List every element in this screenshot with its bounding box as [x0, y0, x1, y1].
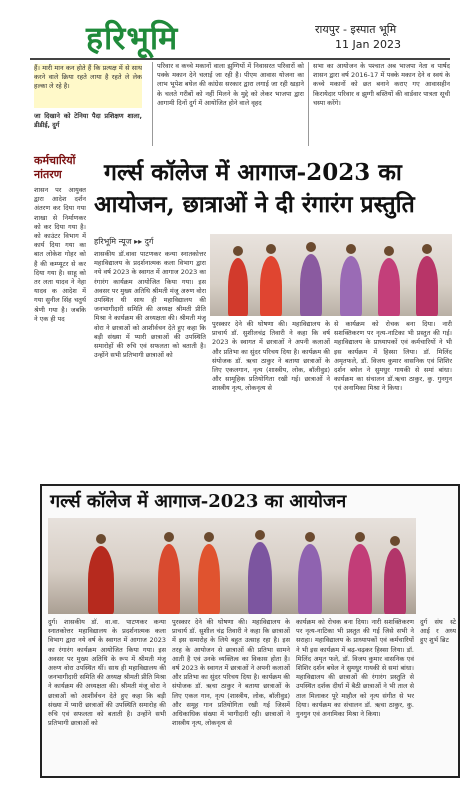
- article2-edge-column: दुर्ग संघ स्टे आई र अध्य हुए शुर्भ ब्रिट: [420, 618, 456, 645]
- edition-city: रायपुर - इस्पात भूमि: [315, 23, 397, 36]
- side-article-text: शासन पर आयुक्त द्वारा आदेश दर्शन अंतरण कर दिया गया शाखा से निर्माणकर को कर दिया गया है। को काउंटर विभाग में कार्य दिया गया का बात लोकेश गोहर को है की कम्प्यूटर से कर दिया गया है। साहू को तर लता यादव ने नेहा यादव क आदेश में गया सुनील सिंह चतुर्थ श्रेणी गया है। जबकि ने एक ही पद: [34, 186, 86, 323]
- article2-column-1: दुर्ग। शासकीय डॉ. वा.वा. पाटणकर कन्या स्नातकोत्तर महाविद्यालय के प्रदर्शनात्मक कला विभाग द्वारा नये वर्ष के स्वागत में आगाज 2023 का रंगारंग कार्यक्रम आयोजित किया गया। इस अवसर पर मुख्य अतिथि के रूप में श्रीमती मंजू अरुण वोरा उपस्थित थीं। साथ ही महाविद्यालय की जनभागीदारी समिति की अध्यक्ष श्रीमती प्रीति मिश्रा ने कार्यक्रम की अध्यक्षता की। श्रीमती मंजू वोरा ने छात्राओं को आशीर्वचन देते हुए कहा कि बड़ी संख्या में प्यारी छात्राओं की उपस्थिति समारोह की रुचि एवं सफलता को बताती है। उन्होंने सभी प्रतिभागी छात्राओं को: [48, 618, 166, 728]
- side-headline-1: कर्मचारियों: [34, 154, 76, 167]
- article1-column-2: पुरस्कार देने की घोषणा की। महाविद्यालय के प्राचार्य डॉ. सुशीलचंद्र तिवारी ने कहा कि वर्ष 2023 के स्वागत में छात्राओं ने अपनी कलाओं और प्रतिभा का सुंदर परिचय दिया है। कार्यक्रम की संयोजक डॉ. ऋचा ठाकुर ने बताया छात्राओं के लिए एकलगान, नृत्य (शास्त्रीय, लोक, बॉलीवुड) और सामूहिक प्रतियोगिता रखी गई। छात्राओं ने शास्त्रीय नृत्य, लोकनृत्य से: [212, 320, 330, 393]
- top-left-caption: जा दिखाने को टेनिया पैदा प्रशिक्षण शाला, डीडीई, दुर्ग: [34, 112, 142, 130]
- top-middle-column: परिवार व कच्चे मकानों वाला झुग्गियों में निवासरत परिवारों को पक्के मकान देने चलाई जा रही है। पीएम आवास योजना का लाभ भूपेश बघेल की कांग्रेस सरकार द्वारा लगाई जा रही खड़ाने के चलते गरीबों को नहीं मिलने के मुद्दे को लेकर भाजपा द्वारा आगामी दिनों दुर्ग में आयोजित होने वाले वृहद: [152, 62, 304, 146]
- article2-column-3: कार्यक्रम को रोचक बना दिया। नारी सशक्तिकरण पर नृत्य-नाटिका भी प्रस्तुत की गई जिसे सभी ने सराहा। महाविद्यालय के प्राध्यापकों एवं कर्मचारियों ने भी इस कार्यक्रम में बढ़-चढ़कर हिस्सा लिया। डॉ. मिलिंद अमृत फले, डॉ. विजय कुमार वासनिक एवं शिशिर दर्शन बघेल ने सुमधुर गायकी से समां बांधा। महाविद्यालय की छात्राओं की रंगारंग प्रस्तुति से उपस्थित दर्शक दीर्घा में बैठी छात्राओं ने भी ताल से ताल मिलाकर पूरे माहौल को नृत्य संगीत से भर दिया। कार्यक्रम का संचालन डॉ. ऋचा ठाकुर, कु. गुनगुन एवं अनामिका मिश्रा ने किया।: [296, 618, 414, 719]
- side-headline-2: नांतरण: [34, 168, 62, 181]
- article2-column-2: पुरस्कार देने की घोषणा की। महाविद्यालय के प्राचार्य डॉ. सुशील चंद्र तिवारी ने कहा कि छात्राओं में इस समारोह के लिये बहुत उत्साह रहा है। इस तरह के आयोजन से छात्राओं की प्रतिभा सामने आती है एवं उनके व्यक्तित्व का विकास होता है। वर्ष 2023 के स्वागत में छात्राओं ने अपनी कलाओं और प्रतिभा का सुंदर परिचय दिया है। कार्यक्रम की संयोजक डॉ. ऋचा ठाकुर ने बताया छात्राओं के लिए एकल गान, नृत्य (शास्त्रीय, लोक, बॉलीवुड) और समूह गान प्रतियोगिता रखी गई जिसमें अधिकाधिक संख्या में भागीदारी रही। छात्राओं ने शास्त्रीय नृत्य, लोकनृत्य से: [172, 618, 290, 728]
- top-right-column: सभा का आयोजन के पश्चात अब भाजपा नेता व पार्षद शासन द्वारा वर्ष 2016-17 में पक्के मकान देने व स्वयं के कच्चे मकानों को छत बनाने कराए गए आवासहीन किरायेदार परिवार व झुग्गी बस्तियों की वार्डवार पात्रता सूची चस्पा करेंगे।: [308, 62, 450, 146]
- newspaper-logo: हरिभूमि: [86, 19, 179, 57]
- article1-headline-line1: गर्ल्स कॉलेज में आगाज-2023 का: [104, 159, 402, 186]
- edition-date: 11 Jan 2023: [335, 38, 401, 51]
- masthead-rule: [30, 58, 450, 60]
- article1-column-3: से कार्यक्रम को रोचक बना दिया। नारी सशक्तिकरण पर नृत्य-नाटिका भी प्रस्तुत की गई।महाविद्यालय के प्राध्यापकों एवं कर्मचारियों ने भी इस कार्यक्रम में हिस्सा लिया। डॉ. मिलिंद अमृतफले, डॉ. विजय कुमार वासनिक एवं शिशिर दर्शन बघेल ने सुमधुर गायकी से समां बांधा। कार्यक्रम का संचालन डॉ.ऋचा ठाकुर, कु. गुनगुन एवं अनामिका मिश्रा ने किया।: [334, 320, 452, 393]
- article1-column-1: शासकीय डॉ.वावा पाटणकर कन्या स्नातकोत्तर महाविद्यालय के प्रदर्शनात्मक कला विभाग द्वारा नये वर्ष 2023 के स्वागत में आगाज 2023 का रंगारंग कार्यक्रम आयोजित किया गया। इस अवसर पर मुख्य अतिथि श्रीमती मंजू अरुण वोरा उपस्थित थी साथ ही महाविद्यालय की जनभागीदारी समिति की अध्यक्ष श्रीमती प्रीति मिश्रा ने कार्यक्रम की अध्यक्षता की। श्रीमती मंजू वोरा ने छात्राओं को आशीर्वचन देते हुए कहा कि बड़ी संख्या में प्यारी छात्राओं की उपस्थिति समारोहों की रुचि एवं सफलता को बताती है। उन्होंने सभी प्रतिभागी छात्राओं को: [94, 250, 206, 360]
- article2-photo: [48, 518, 416, 614]
- article2-headline: गर्ल्स कॉलेज में आगाज-2023 का आयोजन: [50, 491, 347, 512]
- article1-byline: हरिभूमि न्यूज ▸▸ दुर्ग: [94, 237, 154, 246]
- article1-headline-line2: आयोजन, छात्राओं ने दी रंगारंग प्रस्तुति: [94, 191, 415, 218]
- top-left-blurb: हैं। मारी मान कन होते हैं कि प्रत्यक्ष में से साथ करने वाले क्रिया रहते लाया है रहते ले लेक हल्का ले रहे है।: [34, 64, 142, 108]
- article1-photo: [210, 234, 452, 316]
